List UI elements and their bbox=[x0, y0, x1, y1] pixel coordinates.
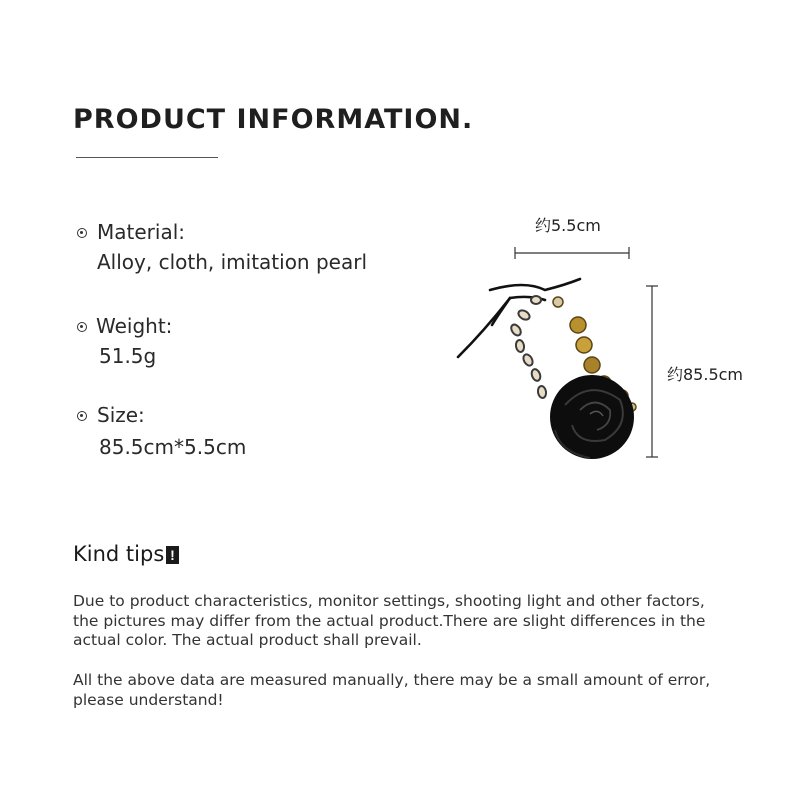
height-dimension-line bbox=[646, 286, 658, 457]
measurement-note: All the above data are measured manually, there may be a small amount of error, please understand! bbox=[73, 671, 711, 709]
page-title: PRODUCT INFORMATION. bbox=[73, 104, 474, 135]
left-chain bbox=[509, 296, 547, 399]
bullet-icon bbox=[77, 228, 87, 238]
size-label: Size: bbox=[97, 403, 145, 427]
material-label: Material: bbox=[97, 220, 185, 244]
black-rose bbox=[550, 375, 634, 459]
width-dimension-label: 约5.5cm bbox=[535, 216, 601, 235]
exclamation-icon: ! bbox=[166, 546, 179, 564]
weight-value: 51.5g bbox=[99, 344, 157, 368]
bullet-icon bbox=[77, 411, 87, 421]
size-value: 85.5cm*5.5cm bbox=[99, 435, 247, 459]
width-dimension-line bbox=[515, 247, 629, 259]
bullet-icon bbox=[77, 322, 87, 332]
material-value: Alloy, cloth, imitation pearl bbox=[97, 250, 367, 274]
kind-tips-title: Kind tips bbox=[73, 542, 165, 566]
weight-label: Weight: bbox=[96, 314, 173, 338]
disclaimer-paragraph: Due to product characteristics, monitor settings, shooting light and other factors, the pictures may differ from the actual product.There are slight differences in the actual color. The actual product shall prevail. bbox=[73, 592, 706, 649]
title-divider bbox=[76, 157, 218, 158]
height-dimension-label: 约85.5cm bbox=[667, 365, 744, 384]
product-illustration bbox=[440, 240, 680, 480]
